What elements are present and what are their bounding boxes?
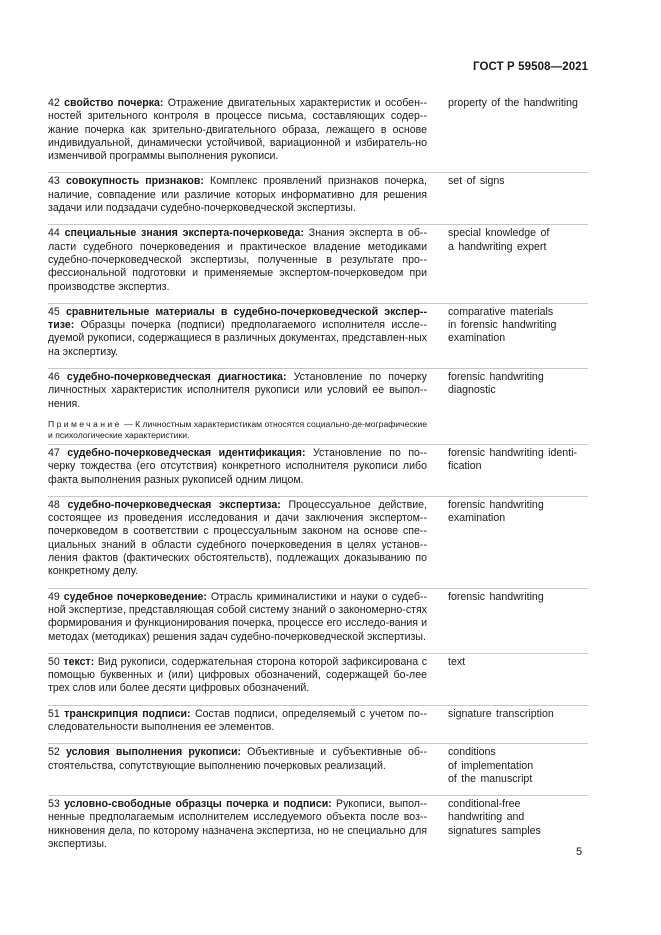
term-entry [48,224,588,302]
term-number: 52 [48,746,60,759]
term-english: special knowledge of a handwriting expert [448,227,550,253]
term-english: comparative materials in forensic handwriting examination [448,305,557,345]
term-text: Отрасль криминалистики и науки о судеб-ной экспертизе, представляющая собой систему знаний о закономерно-стях формирования и функционирования почерка, процессе его исследо-вания и методах (методиках) решения задач судебно-почерковедческой экспертизы. [48,590,427,643]
term-definition [48,656,427,696]
term-name: судебно-почерковедческая идентификация: [67,446,306,459]
term-number: 45 [48,305,60,318]
term-number: 47 [48,446,60,459]
term-name: судебное почерковедение: [63,590,207,603]
term-number: 53 [48,798,60,811]
term-name: условия выполнения рукописи: [65,746,242,759]
term-entry [48,444,588,496]
term-text: Процессуальное действие, состоящее из проведения исследования и дачи заключения экспертом-почерковедом в соответствии с процессуальным законом на основе спе-циальных знаний в области судебного почерковедения в целях установ-ления фактов (фактических обстоятельств), подлежащих доказыванию по конкретному делу. [48,498,427,578]
term-entry [48,97,588,172]
term-text: Установление по по-черку тождества (его отсутствия) конкретного исполнителя рукописи либо факта выполнения разных рукописей одним лицом. [48,446,428,486]
term-name: судебно-почерковедческая диагностика: [66,371,287,384]
page-number: 5 [576,846,583,858]
term-entry [48,496,588,588]
term-english: signature transcription [448,707,554,720]
term-definition-with-note [48,371,427,444]
term-english: property of the handwriting [448,97,578,109]
term-text: Объективные и субъективные об-стоятельства, сопутствующие выполнению почерковых реализаций. [48,746,427,772]
term-definition [48,306,427,359]
term-english: conditional-free handwriting and signatures samples [448,798,541,837]
term-entry [48,705,588,744]
term-number: 42 [48,97,60,109]
term-definition [48,499,427,579]
term-text: Комплекс проявлений признаков почерка, наличие, совпадение или различие которых информативно для решения задачи или подзадачи судебно-почерковедческой экспертизы. [48,175,427,215]
term-name: транскрипция подписи: [64,707,191,720]
term-entry [48,303,588,368]
term-english: forensic handwriting examination [448,498,544,525]
term-entry [48,743,588,795]
note-label: Примечание [48,418,122,429]
term-name: судебно-почерковедческая экспертиза: [67,498,281,511]
term-text: Вид рукописи, содержательная сторона которой зафиксирована с помощью буквенных и (или) цифровых обозначений, содержащей бо-лее трех слов или более десяти цифровых обозначений. [48,655,427,695]
term-entry [48,653,588,705]
term-english: forensic handwriting identi- fication [448,446,578,473]
term-english: set of signs [448,175,505,188]
term-text: Рукописи, выпол-ненные предполагаемым исполнителем исследуемого объекта после воз-никновения дела, по которому назначена экспертиза, но не специально для экспертизы. [48,798,427,851]
term-english: text [448,655,466,668]
term-text: Знания эксперта в об-ласти судебного почерковедения и практическое владение методиками судебно-почерковедческой экспертизы, полученные в результате про-фессиональной подготовки и применяемые экспертом-почерковедом при производстве экспертиз. [48,227,427,293]
term-text: Образцы почерка (подписи) предполагаемого исполнителя иссле-дуемой рукописи, содержащиеся в различных документах, представлен-ных на экспертизу. [48,319,427,358]
term-number: 43 [48,175,60,188]
term-definition [48,591,427,644]
term-english: conditions of implementation of the manuscript [448,746,534,785]
term-definition [48,798,427,851]
term-entry [48,795,588,851]
term-entry [48,588,588,653]
term-name: специальные знания эксперта-почерковеда: [64,227,304,240]
term-name: свойство почерка: [64,97,164,109]
term-number: 46 [48,371,60,384]
term-definition [48,447,427,487]
term-definition [48,746,427,786]
standard-designation: ГОСТ Р 59508—2021 [473,61,589,73]
term-name: совокупность признаков: [65,175,204,188]
term-definition [48,371,427,411]
term-definition [48,175,427,215]
term-text: Отражение двигательных характеристик и особен-ностей зрительного контроля в процессе письма, составляющих содер-жание почерка как зрительно-двигательного образа, лежащего в основе индивидуальной, динамически устойчивой, вариационной и избиратель-но изменчивой программы выполнения рукописи. [48,97,427,163]
note-text: — К личностным характеристикам относятся социально-де-мографические и психологические характеристики. [48,418,427,440]
term-english: forensic handwriting diagnostic [448,371,544,397]
term-entry [48,368,588,444]
term-number: 49 [48,590,60,603]
terms-list [48,97,588,851]
term-text: Установление по почерку личностных характеристик исполнителя рукописи или условий ее выпол-нения. [48,371,427,410]
term-number: 51 [48,707,60,720]
term-name: сравнительные материалы в судебно-почерковедческой экспер-тизе: [48,305,427,332]
term-definition [48,708,427,735]
term-name: текст: [63,655,95,668]
term-text: Состав подписи, определяемый с учетом по-следовательности выполнения ее элементов. [48,707,427,733]
term-entry [48,172,588,224]
term-number: 44 [48,227,60,240]
term-number: 48 [48,498,60,511]
term-name: условно-свободные образцы почерка и подписи: [64,798,332,811]
term-definition [48,97,427,163]
term-note [48,419,427,441]
term-definition [48,227,427,293]
term-english: forensic handwriting [448,590,544,603]
term-number: 50 [48,655,60,668]
